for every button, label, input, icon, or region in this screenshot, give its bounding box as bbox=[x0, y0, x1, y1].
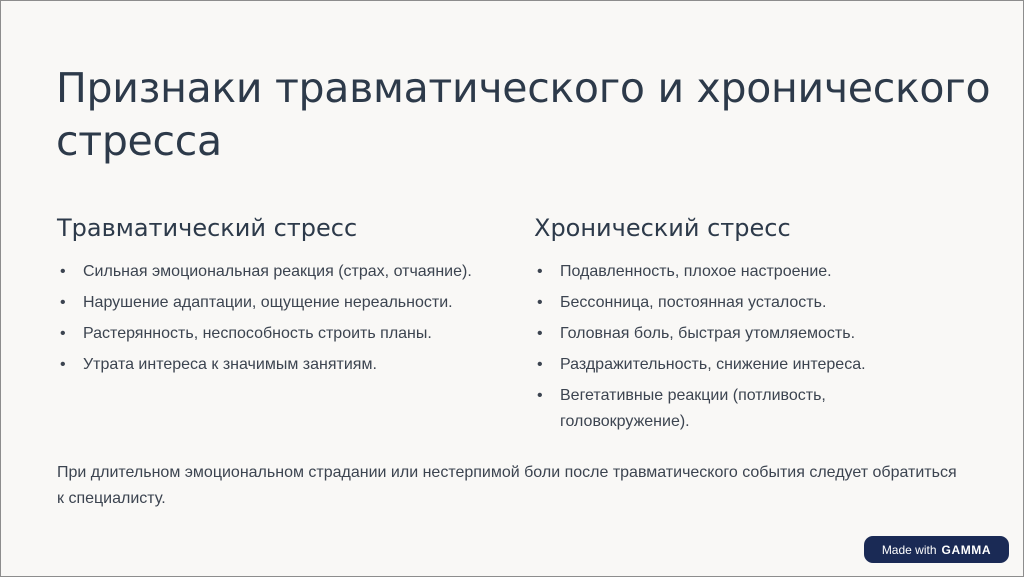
page-title: Признаки травматического и хронического стресса bbox=[56, 64, 991, 165]
chronic-stress-heading: Хронический стресс bbox=[534, 214, 791, 242]
traumatic-stress-heading: Травматический стресс bbox=[57, 214, 358, 242]
list-item: • Нарушение адаптации, ощущение нереальности. bbox=[59, 290, 479, 316]
badge-prefix: Made with bbox=[881, 542, 937, 557]
list-item: • Раздражительность, снижение интереса. bbox=[536, 352, 956, 378]
made-with-gamma-badge[interactable] bbox=[864, 536, 1009, 563]
list-item: • Сильная эмоциональная реакция (страх, отчаяние). bbox=[59, 259, 479, 285]
traumatic-stress-list bbox=[59, 259, 479, 383]
chronic-stress-list bbox=[536, 259, 956, 440]
list-item: • Вегетативные реакции (потливость, головокружение). bbox=[536, 383, 956, 435]
list-item: • Утрата интереса к значимым занятиям. bbox=[59, 352, 479, 378]
list-item: • Головная боль, быстрая утомляемость. bbox=[536, 321, 956, 347]
footer-note: При длительном эмоциональном страдании или нестерпимой боли после травматического события следует обратиться к специалисту. bbox=[57, 464, 957, 507]
gamma-logo: GAMMA bbox=[941, 542, 992, 557]
list-item: • Растерянность, неспособность строить планы. bbox=[59, 321, 479, 347]
list-item: • Подавленность, плохое настроение. bbox=[536, 259, 956, 285]
list-item: • Бессонница, постоянная усталость. bbox=[536, 290, 956, 316]
